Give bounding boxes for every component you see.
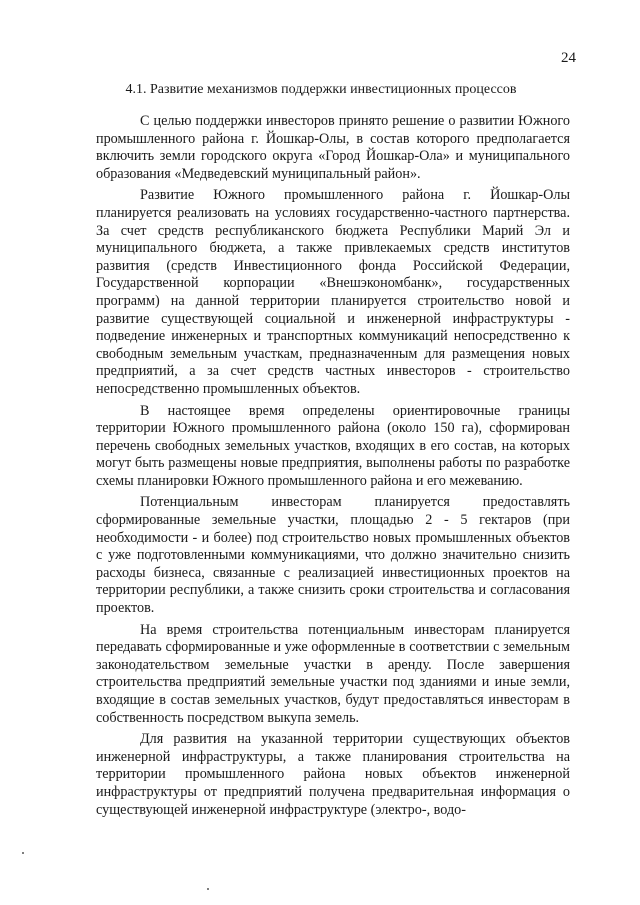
paragraph-5: На время строительства потенциальным инвесторам планируется передавать сформированные и уже оформленные в соответствии с земельным законодательством земельные участки в аренду. После завершения строительства предприятий земельные участки под зданиями и иные земли, входящие в состав земельных участков, будут предоставляться инвесторам в собственность посредством выкупа земель. bbox=[96, 621, 570, 726]
paragraph-6: Для развития на указанной территории существующих объектов инженерной инфраструктуры, а также планирования строительства на территории промышленного района новых объектов инженерной инфраструктуры от предприятий получена предварительная информация о существующей инженерной инфраструктуре (электро-, водо- bbox=[96, 731, 570, 818]
paragraph-3: В настоящее время определены ориентировочные границы территории Южного промышленного района (около 150 га), сформирован перечень свободных земельных участков, входящих в его состав, на которых могут быть размещены новые предприятия, выполнены работы по разработке схемы планировки Южного промышленного района и его межеванию. bbox=[96, 402, 570, 489]
page-number: 24 bbox=[561, 50, 576, 66]
paragraph-4: Потенциальным инвесторам планируется предоставлять сформированные земельные участки, площадью 2 - 5 гектаров (при необходимости - и более) под строительство новых промышленных объектов с уже подготовленными коммуникациями, что должно значительно снизить расходы бизнеса, связанные с реализацией инвестиционных проектов на территории республики, а также снизить сроки строительства и согласования проектов. bbox=[96, 494, 570, 617]
section-heading: 4.1. Развитие механизмов поддержки инвестиционных процессов bbox=[125, 82, 517, 97]
scan-speck bbox=[22, 852, 24, 854]
scan-speck bbox=[207, 888, 209, 890]
paragraph-1: С целью поддержки инвесторов принято решение о развитии Южного промышленного района г. Йошкар-Олы, в состав которого предполагается включить земли городского округа «Город Йошкар-Ола» и муниципального образования «Медведевский муниципальный район». bbox=[96, 113, 570, 182]
paragraph-2: Развитие Южного промышленного района г. Йошкар-Олы планируется реализовать на условиях государственно-частного партнерства. За счет средств республиканского бюджета Республики Марий Эл и муниципального бюджета, а также привлекаемых средств институтов развития (средств Инвестиционного фонда Российской Федерации, Государственной корпорации «Внешэкономбанк», государственных программ) на данной территории планируется строительство новой и развитие существующей социальной и инженерной инфраструктуры - подведение инженерных и транспортных коммуникаций непосредственно к свободным земельным участкам, предназначенным для размещения новых предприятий, а за счет средств частных инвесторов - строительство непосредственно промышленных объектов. bbox=[96, 187, 570, 397]
body-text bbox=[96, 113, 570, 819]
